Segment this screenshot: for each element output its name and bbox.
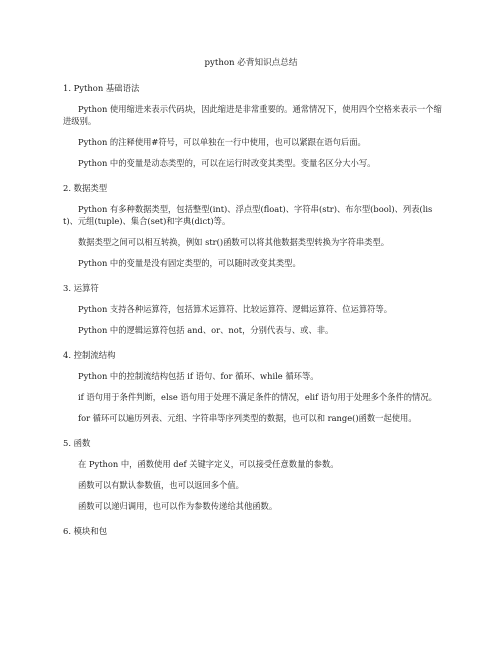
paragraph: Python 有多种数据类型，包括整型(int)、浮点型(float)、字符串(str)、布尔型(bool)、列表(list)、元组(tuple)、集合(set)和字典(dict)等。 (63, 204, 433, 226)
paragraph: 函数可以有默认参数值，也可以返回多个值。 (78, 480, 244, 490)
paragraph: 在 Python 中，函数使用 def 关键字定义，可以接受任意数量的参数。 (78, 459, 339, 469)
paragraph: Python 的注释使用#符号，可以单独在一行中使用，也可以紧跟在语句后面。 (78, 137, 366, 147)
document-body (63, 82, 443, 546)
section-heading: 4. 控制流结构 (63, 350, 116, 360)
paragraph: for 循环可以遍历列表、元组、字符串等序列类型的数据，也可以和 range()函数一起使用。 (78, 413, 417, 423)
section-heading: 3. 运算符 (63, 283, 99, 293)
section-heading: 6. 模块和包 (63, 526, 108, 536)
section-functions (63, 437, 443, 512)
section-modules-packages (63, 525, 443, 537)
section-heading: 5. 函数 (63, 438, 91, 448)
section-basic-syntax (63, 82, 443, 169)
paragraph: Python 中的逻辑运算符包括 and、or、not，分别代表与、或、非。 (78, 325, 334, 335)
paragraph: 函数可以递归调用，也可以作为参数传递给其他函数。 (78, 501, 278, 511)
section-control-flow (63, 349, 443, 424)
paragraph: 数据类型之间可以相互转换，例如 str()函数可以将其他数据类型转换为字符串类型。 (78, 237, 390, 247)
paragraph: Python 中的控制流结构包括 if 语句、for 循环、while 循环等。 (78, 371, 319, 381)
paragraph: Python 支持各种运算符，包括算术运算符、比较运算符、逻辑运算符、位运算符等。 (78, 304, 393, 314)
paragraph: Python 中的变量是动态类型的，可以在运行时改变其类型。变量名区分大小写。 (78, 158, 376, 168)
section-heading: 1. Python 基础语法 (63, 83, 140, 93)
section-operators (63, 282, 443, 336)
section-heading: 2. 数据类型 (63, 183, 108, 193)
paragraph: if 语句用于条件判断，else 语句用于处理不满足条件的情况，elif 语句用于处理多个条件的情况。 (78, 392, 437, 402)
section-data-types (63, 182, 443, 269)
paragraph: Python 中的变量是没有固定类型的，可以随时改变其类型。 (78, 258, 301, 268)
paragraph: Python 使用缩进来表示代码块，因此缩进是非常重要的。通常情况下，使用四个空格来表示一个缩进级别。 (63, 104, 442, 126)
document-title: python 必背知识点总结 (204, 58, 298, 68)
